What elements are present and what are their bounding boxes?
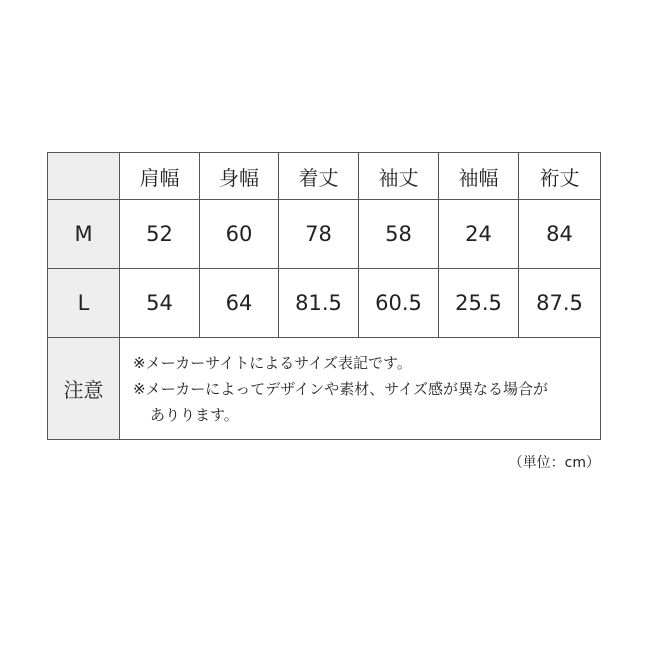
table-cell: 54	[120, 269, 200, 338]
size-label: L	[48, 269, 120, 338]
note-line: ありります。	[150, 405, 239, 424]
table-cell: 58	[359, 200, 439, 269]
header-shoulder-width: 肩幅	[120, 153, 200, 200]
header-yuki-length: 裄丈	[519, 153, 601, 200]
table-row	[48, 200, 601, 269]
size-table	[47, 152, 601, 440]
size-label: M	[48, 200, 120, 269]
note-line: ※メーカーによってデザインや素材、サイズ感が異なる場合が	[133, 379, 549, 398]
table-cell: 84	[519, 200, 601, 269]
header-sleeve-length: 袖丈	[359, 153, 439, 200]
table-cell: 64	[200, 269, 279, 338]
table-cell: 78	[279, 200, 359, 269]
unit-label: （単位：cm）	[508, 455, 600, 471]
table-cell: 60.5	[359, 269, 439, 338]
note-label: 注意	[48, 338, 120, 440]
header-sleeve-width: 袖幅	[439, 153, 519, 200]
note-row	[48, 338, 601, 440]
table-cell: 81.5	[279, 269, 359, 338]
note-text	[120, 338, 601, 440]
table-cell: 60	[200, 200, 279, 269]
corner-cell	[48, 153, 120, 200]
note-line: ※メーカーサイトによるサイズ表記です。	[133, 353, 412, 372]
table-cell: 52	[120, 200, 200, 269]
table-row	[48, 269, 601, 338]
table-cell: 87.5	[519, 269, 601, 338]
header-row	[48, 153, 601, 200]
header-body-width: 身幅	[200, 153, 279, 200]
table-cell: 25.5	[439, 269, 519, 338]
header-length: 着丈	[279, 153, 359, 200]
table-cell: 24	[439, 200, 519, 269]
